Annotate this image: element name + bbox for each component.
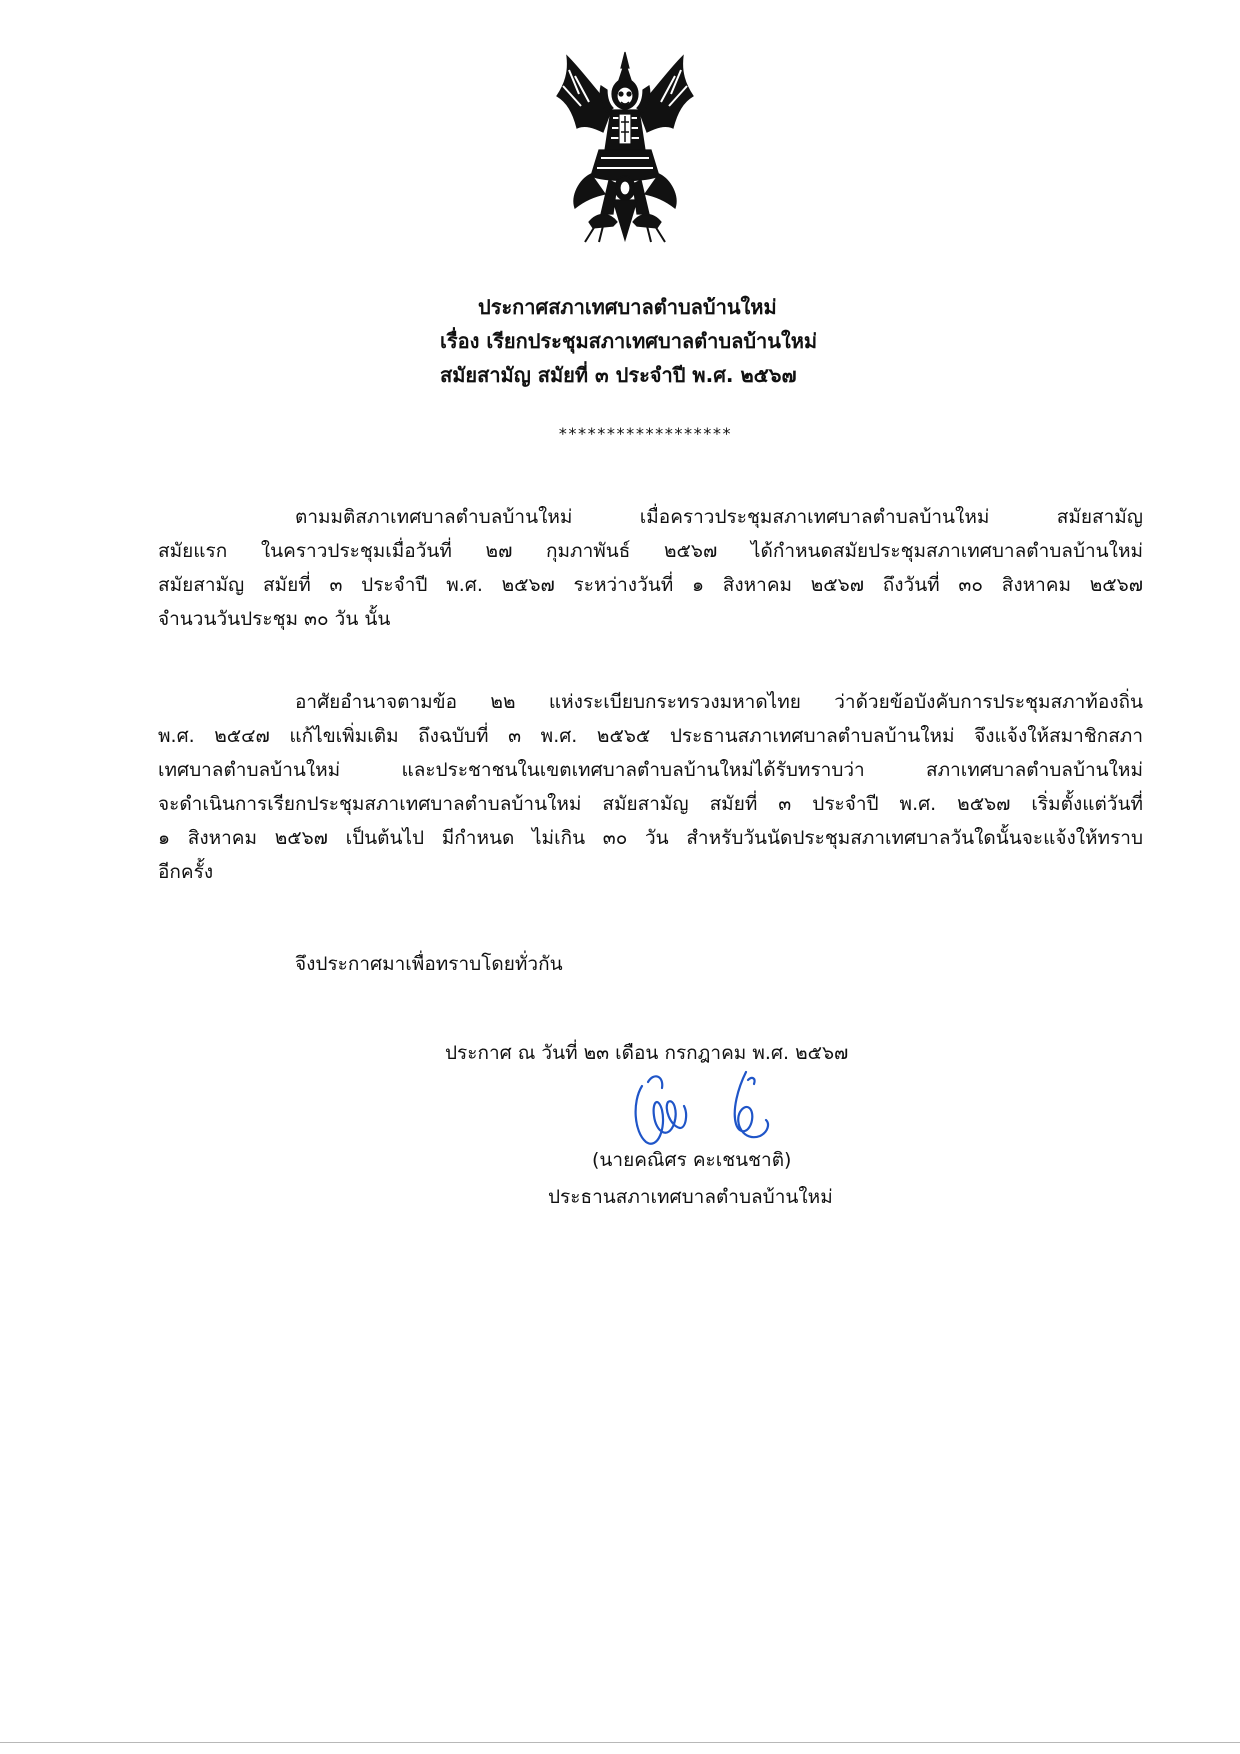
separator: ****************** (558, 424, 732, 443)
paragraph-1-line: จำนวนวันประชุม ๓๐ วัน นั้น (158, 608, 391, 630)
signer-name: (นายคณิศร คะเชนชาติ) (592, 1149, 792, 1171)
signer-title: ประธานสภาเทศบาลตำบลบ้านใหม่ (548, 1186, 833, 1208)
paragraph-2-line: ๑ สิงหาคม ๒๕๖๗ เป็นต้นไป มีกำหนด ไม่เกิน ๓๐ วัน สำหรับวันนัดประชุมสภาเทศบาลวันใดนั้นจะแจ้งให้ทราบ (158, 827, 1143, 849)
paragraph-1-line: สมัยแรก ในคราวประชุมเมื่อวันที่ ๒๗ กุมภาพันธ์ ๒๕๖๗ ได้กำหนดสมัยประชุมสภาเทศบาลตำบลบ้านใหม่ (158, 540, 1143, 562)
paragraph-1-line: สมัยสามัญ สมัยที่ ๓ ประจำปี พ.ศ. ๒๕๖๗ ระหว่างวันที่ ๑ สิงหาคม ๒๕๖๗ ถึงวันที่ ๓๐ สิงหาคม ๒๕๖๗ (158, 574, 1143, 596)
title-line-2: เรื่อง เรียกประชุมสภาเทศบาลตำบลบ้านใหม่ (440, 329, 818, 353)
closing-line: จึงประกาศมาเพื่อทราบโดยทั่วกัน (295, 953, 563, 975)
paragraph-2 (158, 685, 1143, 889)
garuda-emblem-icon (555, 50, 695, 245)
title-line-3: สมัยสามัญ สมัยที่ ๓ ประจำปี พ.ศ. ๒๕๖๗ (440, 363, 797, 387)
title-line-1: ประกาศสภาเทศบาลตำบลบ้านใหม่ (478, 295, 777, 319)
page-edge-line (0, 1742, 1240, 1743)
paragraph-1-line: ตามมติสภาเทศบาลตำบลบ้านใหม่ เมื่อคราวประชุมสภาเทศบาลตำบลบ้านใหม่ สมัยสามัญ (295, 506, 1143, 528)
paragraph-2-line: อีกครั้ง (158, 861, 214, 883)
paragraph-2-line: พ.ศ. ๒๕๔๗ แก้ไขเพิ่มเติม ถึงฉบับที่ ๓ พ.ศ. ๒๕๖๕ ประธานสภาเทศบาลตำบลบ้านใหม่ จึงแจ้งให้สมาชิกสภา (158, 725, 1143, 747)
announcement-date: ประกาศ ณ วันที่ ๒๓ เดือน กรกฎาคม พ.ศ. ๒๕๖๗ (445, 1042, 849, 1064)
handwritten-signature (628, 1062, 788, 1154)
paragraph-2-line: เทศบาลตำบลบ้านใหม่ และประชาชนในเขตเทศบาลตำบลบ้านใหม่ได้รับทราบว่า สภาเทศบาลตำบลบ้านใหม่ (158, 759, 1143, 781)
paragraph-2-line: จะดำเนินการเรียกประชุมสภาเทศบาลตำบลบ้านใหม่ สมัยสามัญ สมัยที่ ๓ ประจำปี พ.ศ. ๒๕๖๗ เริ่มตั้งแต่วันที่ (158, 793, 1143, 815)
paragraph-1 (158, 500, 1143, 636)
paragraph-2-line: อาศัยอำนาจตามข้อ ๒๒ แห่งระเบียบกระทรวงมหาดไทย ว่าด้วยข้อบังคับการประชุมสภาท้องถิ่น (295, 691, 1143, 713)
document-title (440, 290, 960, 392)
closing-statement (158, 947, 1143, 981)
